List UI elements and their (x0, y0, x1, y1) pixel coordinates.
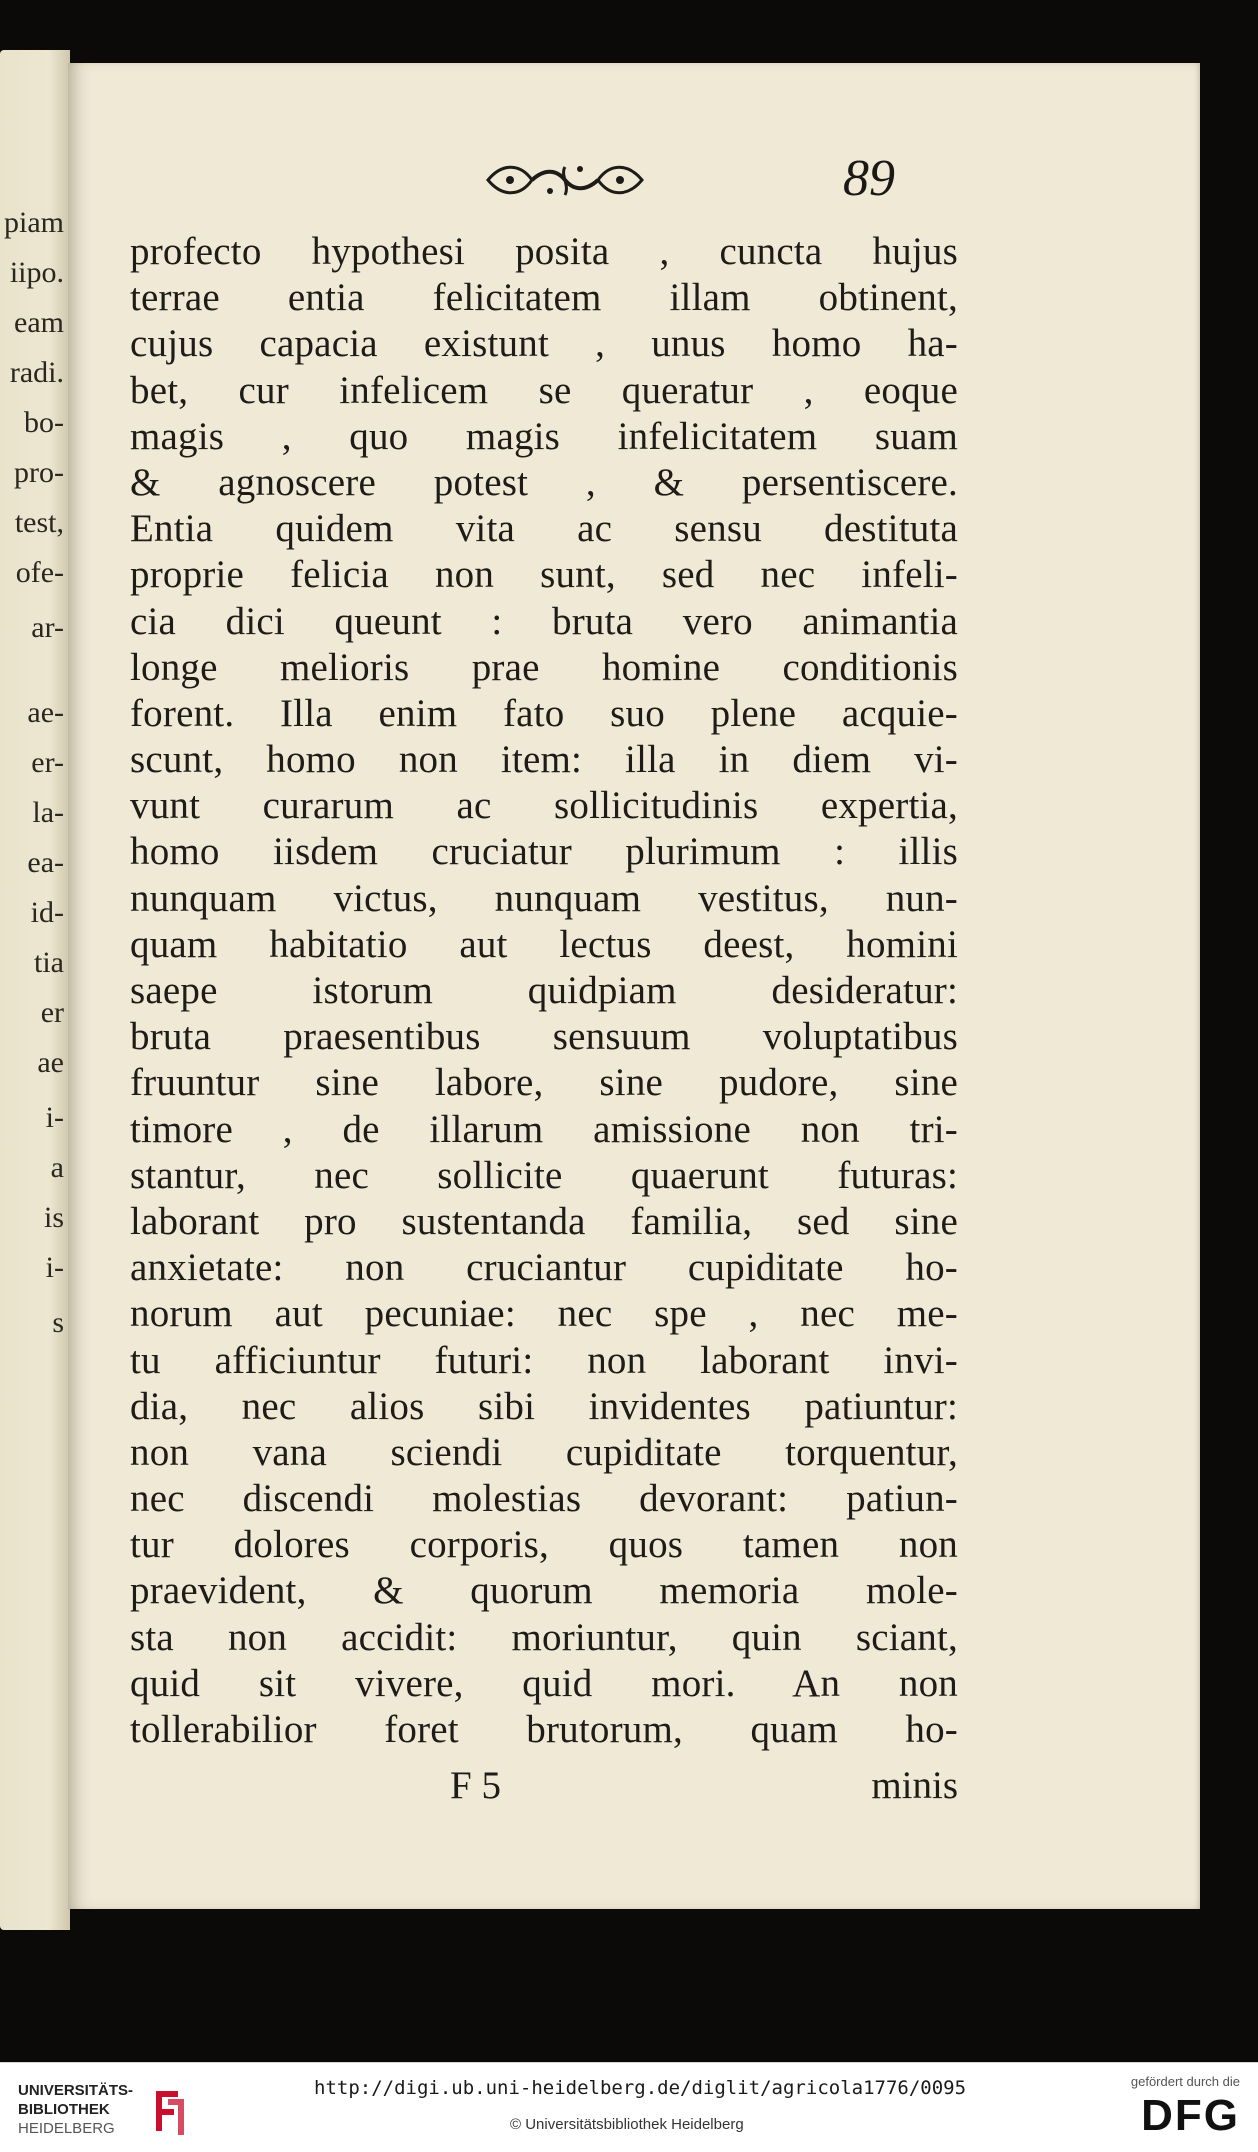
fleuron-ornament-icon (480, 155, 650, 205)
left-page-fragment: er- (31, 746, 64, 779)
left-page-fragment: la- (32, 796, 64, 829)
text-line: quam habitatio aut lectus deest, homini (130, 922, 958, 966)
text-line: norum aut pecuniae: nec spe , nec me- (130, 1292, 958, 1336)
text-line: nunquam victus, nunquam vestitus, nun- (130, 876, 958, 920)
copyright-notice: © Universitätsbibliothek Heidelberg (510, 2116, 744, 2133)
left-page-fragment: i- (45, 1101, 64, 1134)
text-line: stantur, nec sollicite quaerunt futuras: (130, 1153, 958, 1197)
left-page-fragment: ar- (31, 611, 64, 644)
left-page-fragment: tia (34, 946, 64, 979)
left-page-fragment: test, (14, 506, 64, 539)
text-line: cujus capacia existunt , unus homo ha- (130, 322, 958, 366)
text-line: praevident, & quorum memoria mole- (130, 1569, 958, 1613)
library-name-line2: BIBLIOTHEK (18, 2101, 110, 2118)
text-line: terrae entia felicitatem illam obtinent, (130, 276, 958, 320)
text-line: magis , quo magis infelicitatem suam (130, 414, 958, 458)
text-line: forent. Illa enim fato suo plene acquie- (130, 691, 958, 735)
dfg-funding-logo[interactable] (1108, 2073, 1240, 2145)
library-emblem-icon (142, 2085, 194, 2137)
left-page-fragment: ofe- (15, 556, 64, 589)
library-logo[interactable] (18, 2081, 208, 2139)
text-line: sta non accidit: moriuntur, quin sciant, (130, 1615, 958, 1659)
body-text (130, 229, 958, 1753)
text-line: non vana sciendi cupiditate torquentur, (130, 1430, 958, 1474)
text-line: cia dici queunt : bruta vero animantia (130, 599, 958, 643)
left-page-fragment: iipo. (9, 256, 64, 289)
dfg-logo-text: DFG (1141, 2091, 1240, 2140)
funding-caption: gefördert durch die (1130, 2074, 1240, 2089)
text-line: tollerabilior foret brutorum, quam ho- (130, 1708, 958, 1751)
text-line: anxietate: non cruciantur cupiditate ho- (130, 1246, 958, 1290)
page-number: 89 (843, 150, 895, 207)
signature-mark: F 5 (450, 1764, 501, 1807)
viewer-footer (0, 2062, 1258, 2152)
library-name-line3: HEIDELBERG (18, 2120, 115, 2137)
catchword: minis (871, 1764, 958, 1807)
page-footer-row (130, 1763, 958, 1813)
text-line: timore , de illarum amissione non tri- (130, 1107, 958, 1151)
text-line: vunt curarum ac sollicitudinis expertia, (130, 784, 958, 828)
left-page-fragment: piam (4, 206, 64, 239)
text-line: proprie felicia non sunt, sed nec infeli- (130, 553, 958, 597)
left-page-fragment: er (40, 996, 64, 1029)
left-page-fragment: pro- (14, 456, 64, 489)
permalink-url[interactable]: http://digi.ub.uni-heidelberg.de/diglit/agricola1776/0095 (314, 2077, 967, 2099)
left-page-fragment: eam (14, 306, 64, 339)
left-page-fragment: radi. (9, 356, 64, 389)
text-line: quid sit vivere, quid mori. An non (130, 1661, 958, 1705)
left-page-fragment: id- (30, 896, 64, 929)
text-line: saepe istorum quidpiam desideratur: (130, 969, 958, 1012)
text-line: nec discendi molestias devorant: patiun- (130, 1477, 958, 1521)
text-line: laborant pro sustentanda familia, sed sine (130, 1199, 958, 1243)
book-page (68, 63, 1200, 1909)
text-line: scunt, homo non item: illa in diem vi- (130, 738, 958, 782)
left-page-fragment: ea- (27, 846, 64, 879)
left-page-fragment: a (50, 1151, 64, 1184)
text-line: bruta praesentibus sensuum voluptatibus (130, 1015, 958, 1059)
left-page-fragment: ae (37, 1046, 64, 1079)
text-line: homo iisdem cruciatur plurimum : illis (130, 830, 958, 874)
text-line: tur dolores corporis, quos tamen non (130, 1523, 958, 1567)
left-page-fragment: i- (45, 1251, 64, 1284)
library-name-line1: UNIVERSITÄTS- (18, 2082, 134, 2099)
text-line: tu afficiuntur futuri: non laborant invi- (130, 1338, 958, 1382)
left-page-fragment: is (43, 1201, 64, 1234)
left-page-edge (0, 50, 70, 1930)
text-line: profecto hypothesi posita , cuncta hujus (130, 230, 958, 273)
text-line: longe melioris prae homine conditionis (130, 645, 958, 689)
left-page-fragment: ae- (27, 696, 64, 729)
text-line: dia, nec alios sibi invidentes patiuntur: (130, 1384, 958, 1428)
text-line: Entia quidem vita ac sensu destituta (130, 507, 958, 551)
text-line: & agnoscere potest , & persentiscere. (130, 460, 958, 504)
left-page-fragment: bo- (24, 406, 64, 439)
left-page-fragment: s (52, 1306, 64, 1339)
text-line: bet, cur infelicem se queratur , eoque (130, 368, 958, 412)
text-line: fruuntur sine labore, sine pudore, sine (130, 1061, 958, 1105)
